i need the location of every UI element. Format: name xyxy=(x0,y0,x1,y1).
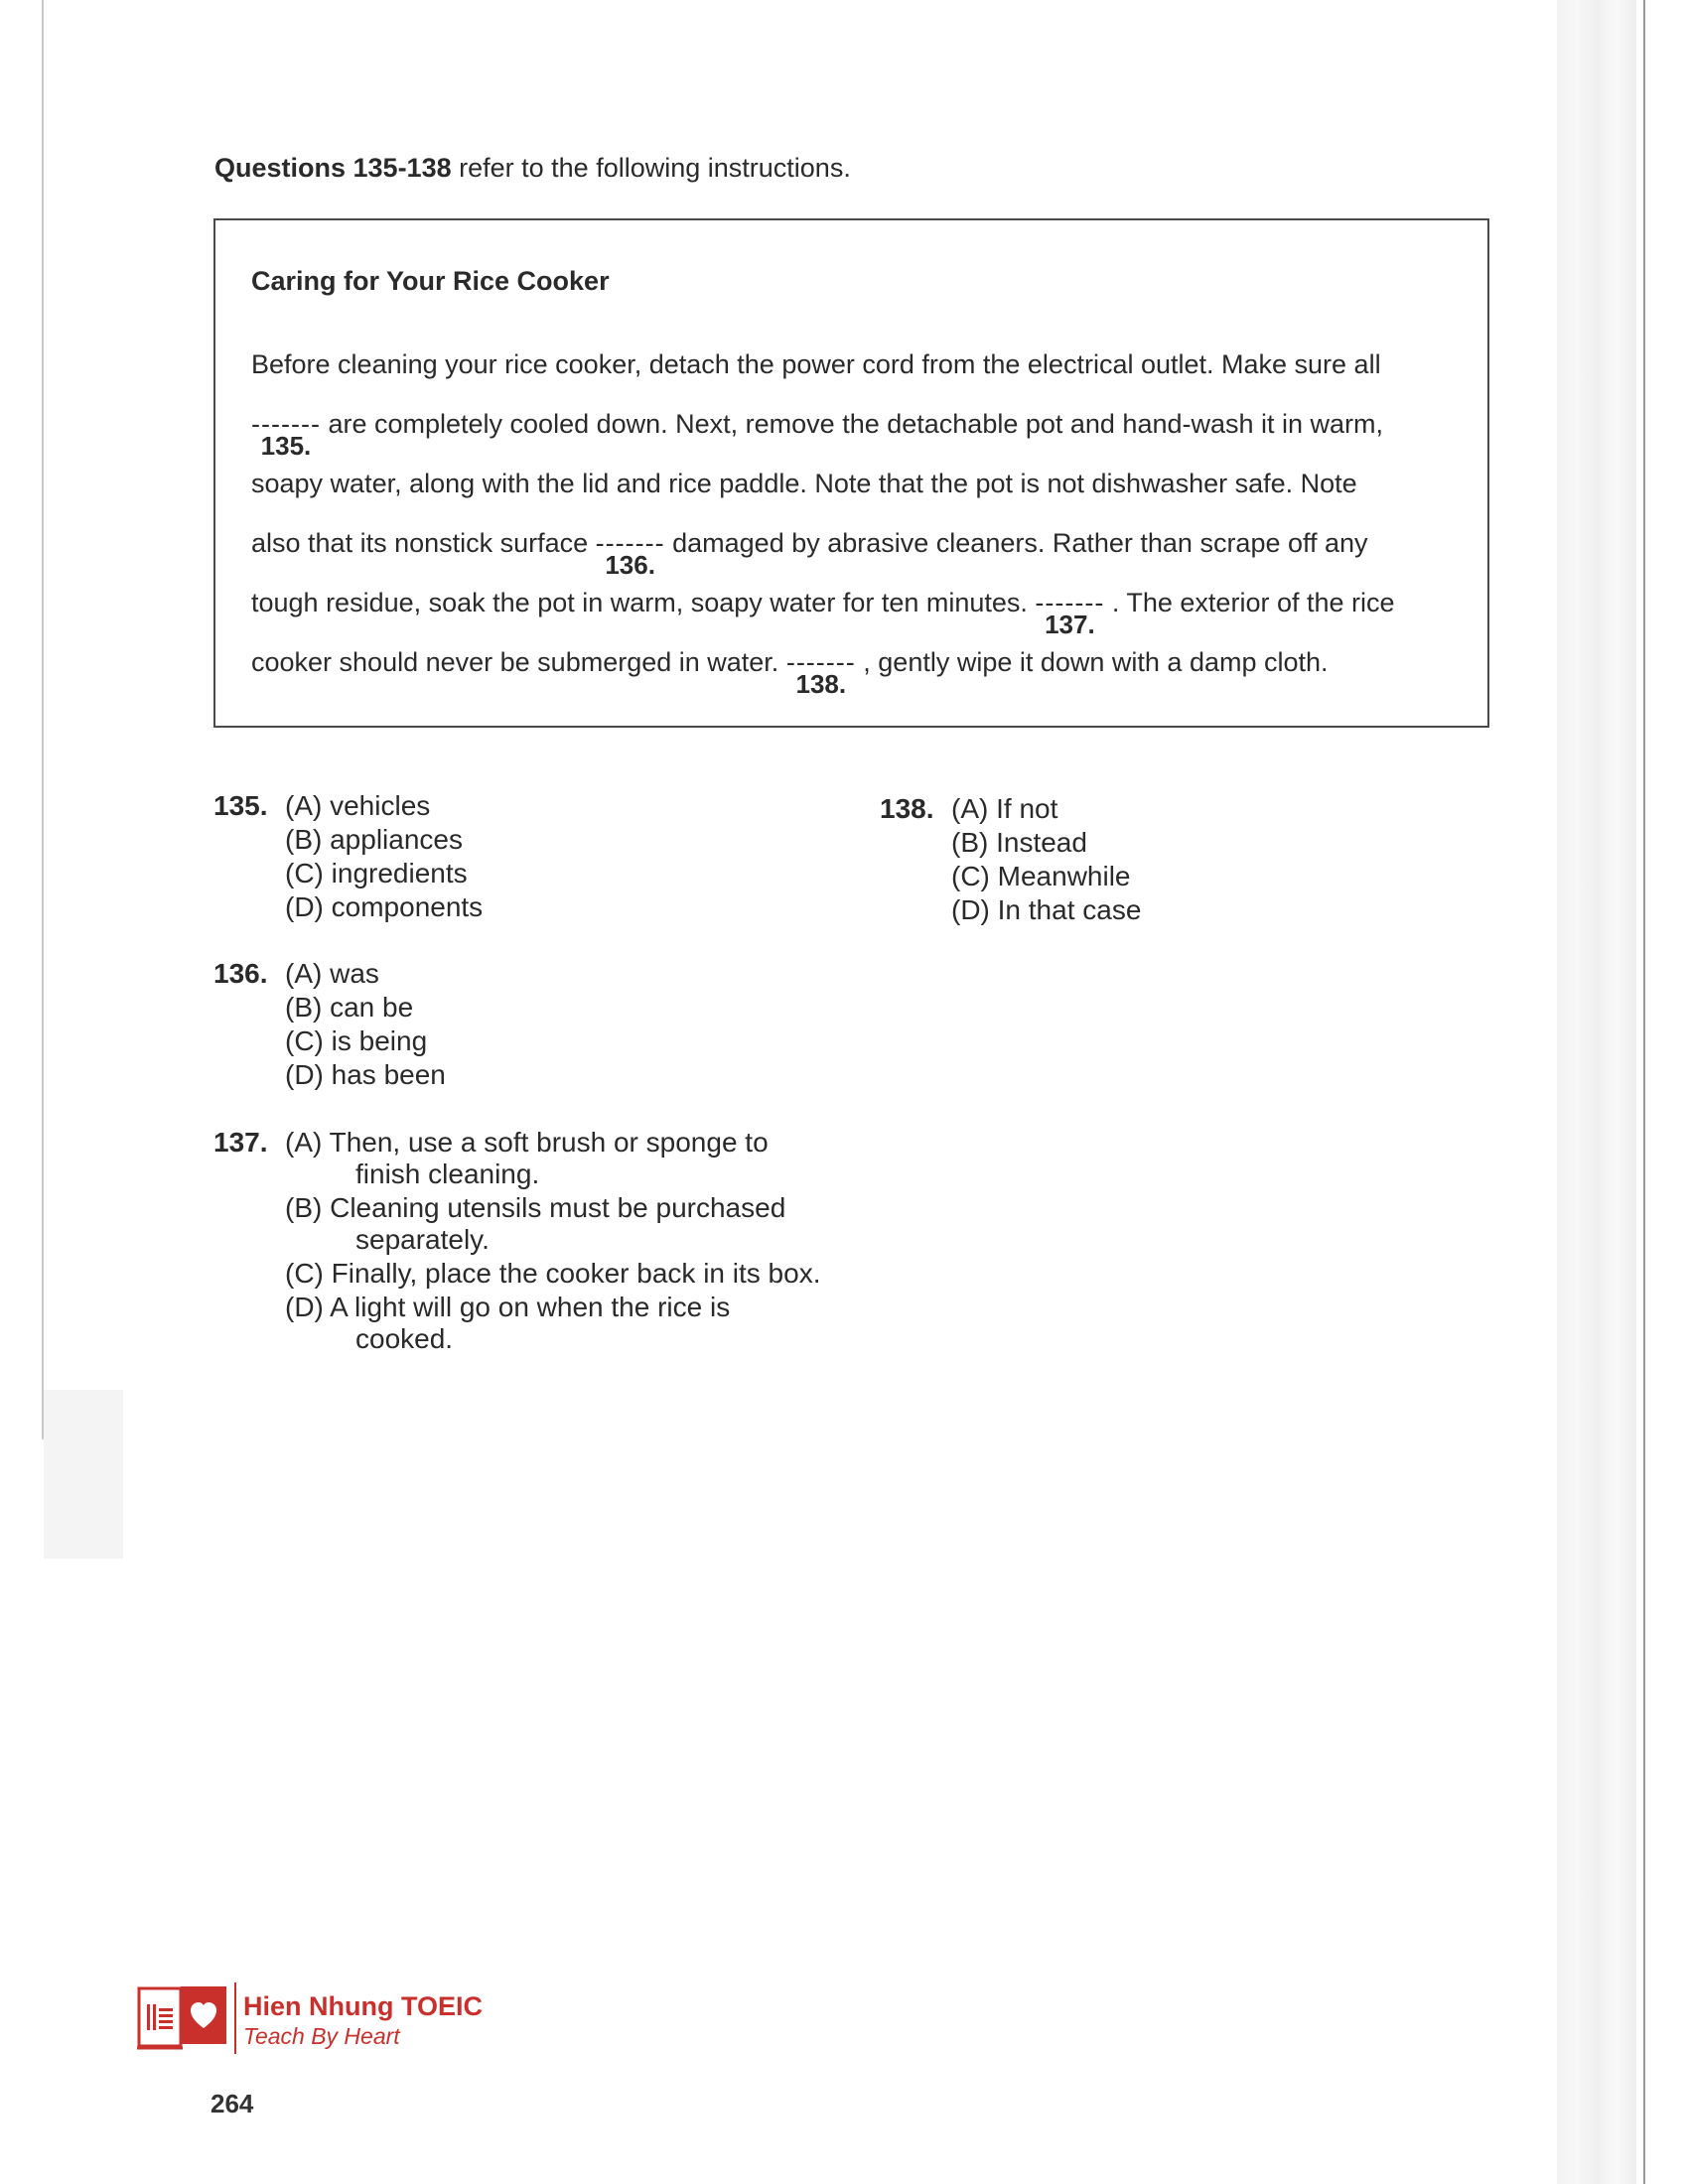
blank-dashes: ------- xyxy=(785,647,856,677)
option-d[interactable]: (D) In that case xyxy=(951,894,1142,925)
open-book-heart-icon xyxy=(135,1982,230,2050)
blank-dashes: ------- xyxy=(251,409,321,439)
passage-text: tough residue, soak the pot in warm, soapy water for ten minutes. xyxy=(251,588,1036,617)
passage-text: soapy water, along with the lid and rice paddle. Note that the pot is not dishwasher safe. Note xyxy=(251,469,1357,498)
blank-136 xyxy=(595,528,665,580)
blank-dashes: ------- xyxy=(595,528,665,558)
option-b[interactable]: (B) Cleaning utensils must be purchased xyxy=(285,1192,786,1223)
option-a[interactable]: (A) If not xyxy=(951,793,1058,824)
scan-page-edge-right xyxy=(1557,0,1636,2184)
passage-text: . The exterior of the rice xyxy=(1104,588,1395,617)
passage-line-5 xyxy=(251,588,1395,639)
passage-box xyxy=(213,218,1489,728)
blank-number: 136. xyxy=(605,550,655,580)
passage-text: are completely cooled down. Next, remove the detachable pot and hand-wash it in warm, xyxy=(320,409,1384,439)
blank-number: 135. xyxy=(260,431,312,461)
passage-line-3 xyxy=(251,469,1357,499)
question-number: 135. xyxy=(213,790,268,821)
brand-divider xyxy=(234,1982,236,2054)
option-d[interactable]: (D) components xyxy=(285,891,484,922)
option-a[interactable]: (A) Then, use a soft brush or sponge to xyxy=(285,1127,769,1158)
brand-tagline: Teach By Heart xyxy=(243,2023,400,2049)
option-c[interactable]: (C) ingredients xyxy=(285,858,468,888)
passage-text: Before cleaning your rice cooker, detach the power cord from the electrical outlet. Make sure all xyxy=(251,349,1381,379)
option-b[interactable]: (B) Instead xyxy=(951,827,1087,858)
option-b[interactable]: (B) appliances xyxy=(285,824,463,855)
passage-text: cooker should never be submerged in water. xyxy=(251,647,786,677)
option-b[interactable]: (B) can be xyxy=(285,992,414,1023)
passage-line-1 xyxy=(251,349,1381,380)
option-c[interactable]: (C) Meanwhile xyxy=(951,861,1131,891)
passage-text: also that its nonstick surface xyxy=(251,528,596,558)
scan-page-edge-left xyxy=(42,0,44,1439)
blank-number: 137. xyxy=(1045,610,1095,639)
questions-range: Questions 135-138 xyxy=(214,153,452,183)
option-a[interactable]: (A) was xyxy=(285,958,379,989)
passage-text: , gently wipe it down with a damp cloth. xyxy=(855,647,1329,677)
passage-title: Caring for Your Rice Cooker xyxy=(251,266,610,296)
question-number: 138. xyxy=(880,793,934,824)
option-b-continued[interactable]: separately. xyxy=(355,1224,490,1255)
option-a[interactable]: (A) vehicles xyxy=(285,790,431,821)
intro-text: refer to the following instructions. xyxy=(451,153,851,183)
scan-shadow xyxy=(44,1390,123,1559)
passage-line-4 xyxy=(251,528,1368,580)
option-d-continued[interactable]: cooked. xyxy=(355,1323,454,1354)
scan-page-edge-right-line xyxy=(1643,0,1645,2184)
option-d[interactable]: (D) A light will go on when the rice is xyxy=(285,1292,731,1322)
blank-137 xyxy=(1035,588,1105,639)
blank-135 xyxy=(251,409,321,461)
passage-line-6 xyxy=(251,647,1329,699)
option-c[interactable]: (C) Finally, place the cooker back in its box. xyxy=(285,1258,821,1289)
questions-intro xyxy=(214,153,851,184)
option-c[interactable]: (C) is being xyxy=(285,1025,428,1056)
passage-text: damaged by abrasive cleaners. Rather than scrape off any xyxy=(664,528,1368,558)
option-d[interactable]: (D) has been xyxy=(285,1059,446,1090)
passage-line-2 xyxy=(251,409,1384,461)
page-number: 264 xyxy=(211,2089,254,2118)
blank-dashes: ------- xyxy=(1035,588,1105,617)
option-a-continued[interactable]: finish cleaning. xyxy=(355,1159,540,1189)
question-number: 136. xyxy=(213,958,268,989)
question-number: 137. xyxy=(213,1127,268,1158)
blank-number: 138. xyxy=(795,669,847,699)
blank-138 xyxy=(785,647,856,699)
brand-name: Hien Nhung TOEIC xyxy=(243,1991,483,2021)
